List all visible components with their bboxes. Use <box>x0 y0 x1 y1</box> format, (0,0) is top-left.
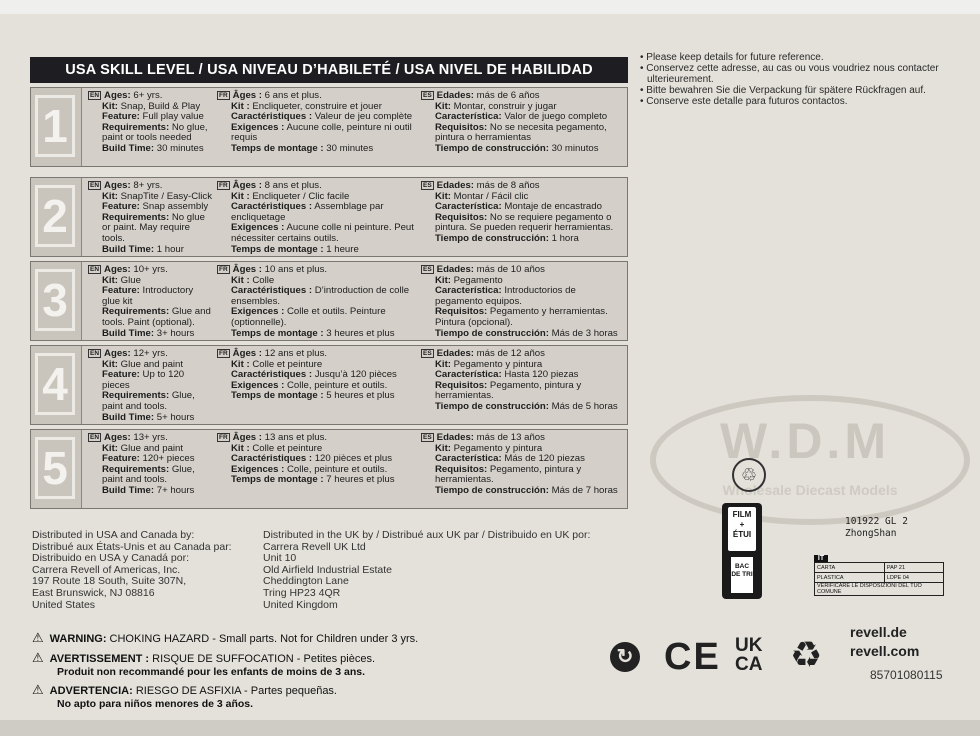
build-time-label: Tiempo de construcción: <box>435 484 549 496</box>
warning-triangle-icon: ⚠ <box>32 630 44 645</box>
kit-value: Colle et peinture <box>252 442 323 454</box>
batch-code-line: ZhongShan <box>845 528 897 539</box>
recycle-icon: ♻ <box>790 634 823 675</box>
ages-value: más de 13 años <box>476 432 545 443</box>
requirements-label: Requisitos: <box>435 306 488 318</box>
ages-value: más de 12 años <box>476 348 545 359</box>
ages-label: Edades: <box>436 180 474 191</box>
warning-sub: Produit non recommandé pour les enfants de moins de 3 ans. <box>57 666 366 678</box>
article-number: 85701080115 <box>870 668 943 682</box>
build-time-label: Temps de montage : <box>231 243 324 255</box>
requirements-value: No glue or paint. May require tools. <box>102 211 205 244</box>
level-es-column <box>421 181 626 245</box>
warning-en: ⚠ WARNING: CHOKING HAZARD - Small parts. Not for Children under 3 yrs. <box>32 630 419 645</box>
ages-value: 10+ yrs. <box>133 264 168 275</box>
kit-label: Kit : <box>231 358 250 370</box>
feature-value: Assemblage par encliquetage <box>231 201 384 223</box>
kit-label: Kit : <box>231 274 250 286</box>
level-number: 5 <box>35 437 75 499</box>
build-time-value: Más de 7 horas <box>551 484 618 496</box>
level-fr-column <box>217 265 417 339</box>
build-time-value: 30 minutes <box>326 142 374 154</box>
feature-label: Feature: <box>102 111 140 123</box>
film-label <box>728 507 756 551</box>
requirements-value: Glue and tools. Paint (optional). <box>102 306 211 328</box>
kit-value: Colle et peinture <box>252 358 323 370</box>
build-time-value: 3 heures et plus <box>326 327 395 339</box>
level-en-column <box>88 265 213 339</box>
ages-value: 10 ans et plus. <box>264 264 328 275</box>
feature-value: Valor de juego completo <box>504 111 608 123</box>
requirements-label: Requirements: <box>102 211 170 223</box>
ages-label: Ages: <box>104 180 131 191</box>
ages-value: más de 8 años <box>476 180 540 191</box>
feature-label: Caractéristiques : <box>231 453 313 465</box>
distributor-usa <box>32 530 232 611</box>
feature-value: Introductorios de pegamento equipos. <box>435 285 576 307</box>
build-time-value: 5 heures et plus <box>326 390 395 402</box>
feature-label: Característica: <box>435 111 502 123</box>
feature-label: Feature: <box>102 285 140 297</box>
warning-sub: No apto para niños menores de 3 años. <box>57 698 254 710</box>
watermark-text: W.D.M <box>720 413 890 469</box>
ages-value: más de 10 años <box>476 264 545 275</box>
build-time-label: Temps de montage : <box>231 390 324 402</box>
kit-value: Glue <box>120 274 141 286</box>
kit-value: Colle <box>252 274 275 286</box>
ages-value: 6+ yrs. <box>133 90 163 101</box>
level-es-column <box>421 433 626 497</box>
kit-label: Kit : <box>231 190 250 202</box>
feature-value: Jusqu’à 120 pièces <box>314 369 397 381</box>
kit-label: Kit: <box>435 100 451 112</box>
requirements-value: No glue, paint or tools needed <box>102 121 208 144</box>
build-time-label: Build Time: <box>102 411 155 423</box>
language-tag: EN <box>90 92 100 99</box>
kit-label: Kit: <box>435 274 451 286</box>
dist-line: United Kingdom <box>263 598 338 611</box>
build-time-label: Temps de montage : <box>231 474 324 486</box>
requirements-value: Glue, paint and tools. <box>102 463 195 486</box>
kit-label: Kit: <box>102 100 118 112</box>
feature-value: D’introduction de colle ensembles. <box>231 285 410 307</box>
kit-label: Kit: <box>102 442 118 454</box>
dist-line: Distributed in USA and Canada by: <box>32 529 195 541</box>
language-tag: FR <box>219 266 228 273</box>
language-tag: ES <box>423 434 432 441</box>
level-en-column <box>88 91 213 155</box>
build-time-value: Más de 5 horas <box>551 400 618 412</box>
level-es-column <box>421 91 626 155</box>
dist-line: Unit 10 <box>263 552 297 565</box>
requirements-value: Aucune colle, peinture ni outil requis <box>231 121 412 144</box>
ages-label: Âges : <box>232 90 262 101</box>
level-en-column <box>88 181 213 255</box>
requirements-label: Requisitos: <box>435 211 488 223</box>
kit-value: Pegamento y pintura <box>453 358 543 370</box>
dist-line: Tring HP23 4QR <box>263 586 341 599</box>
ages-label: Edades: <box>436 90 474 101</box>
it-flag: IT <box>814 555 828 562</box>
batch-code <box>845 516 908 540</box>
requirements-label: Exigences : <box>231 121 285 133</box>
url-revell-com: revell.com <box>850 643 920 659</box>
watermark-subtext: Wholesale Diecast Models <box>722 482 898 498</box>
ages-value: 8+ yrs. <box>133 180 163 191</box>
build-time-label: Tiempo de construcción: <box>435 142 549 154</box>
warning-triangle-icon: ⚠ <box>32 650 44 665</box>
language-tag: ES <box>423 266 432 273</box>
requirements-value: No se necesita pegamento, pintura o herramientas <box>435 121 607 144</box>
build-time-label: Build Time: <box>102 142 155 154</box>
it-cell: LDPE 04 <box>884 573 943 583</box>
feature-value: Full play value <box>142 111 204 123</box>
build-time-value: 30 minutos <box>551 142 599 154</box>
ages-label: Âges : <box>232 180 262 191</box>
level-number: 3 <box>35 269 75 331</box>
skill-level-row <box>30 87 628 167</box>
note-item: • Conservez cette adresse, au cas ou vous voudriez nous contacter ulterieurement. <box>640 63 939 85</box>
kit-label: Kit : <box>231 100 250 112</box>
ages-label: Âges : <box>232 264 262 275</box>
note-item: • Bitte bewahren Sie die Verpackung für spätere Rückfragen auf. <box>640 85 926 96</box>
feature-value: Introductory glue kit <box>102 285 194 307</box>
italy-packaging-table <box>814 555 944 596</box>
level-en-column <box>88 433 213 497</box>
level-es-column <box>421 265 626 339</box>
dist-line: East Brunswick, NJ 08816 <box>32 586 155 599</box>
feature-label: Caractéristiques : <box>231 369 313 381</box>
ages-value: 13+ yrs. <box>133 432 168 443</box>
requirements-value: Aucune colle ni peinture. Peut nécessiter certains outils. <box>231 222 414 244</box>
it-cell: PLASTICA <box>815 573 885 583</box>
language-tag: EN <box>90 266 100 273</box>
feature-value: Más de 120 piezas <box>504 453 585 465</box>
feature-label: Característica: <box>435 453 502 465</box>
language-tag: FR <box>219 182 228 189</box>
build-time-value: 3+ hours <box>156 327 195 339</box>
ages-label: Edades: <box>436 432 474 443</box>
build-time-value: 1 heure <box>326 243 359 255</box>
ages-label: Âges : <box>232 348 262 359</box>
notes-list <box>640 52 960 107</box>
skill-level-row <box>30 345 628 425</box>
requirements-label: Exigences : <box>231 306 285 318</box>
ages-label: Edades: <box>436 348 474 359</box>
requirements-label: Requirements: <box>102 306 170 318</box>
kit-label: Kit : <box>231 442 250 454</box>
kit-value: Encliqueter / Clic facile <box>252 190 350 202</box>
requirements-value: Colle, peinture et outils. <box>287 379 388 391</box>
feature-label: Feature: <box>102 453 140 465</box>
requirements-value: No se requiere pegamento o pintura. Se pueden requerir herramientas. <box>435 211 614 234</box>
dist-line: Distributed in the UK by / Distribué aux UK par / Distribuido en UK por: <box>263 529 591 541</box>
requirements-value: Pegamento y herramientas. Pintura (opcional). <box>435 306 608 328</box>
kit-value: Montar / Fácil clic <box>453 190 529 202</box>
ages-label: Âges : <box>232 432 262 443</box>
feature-value: Up to 120 pieces <box>102 369 185 391</box>
level-number: 1 <box>35 95 75 157</box>
triman-film-etui-logo <box>722 503 762 599</box>
requirements-label: Requirements: <box>102 463 170 475</box>
build-time-value: 7 heures et plus <box>326 474 395 486</box>
ages-label: Edades: <box>436 264 474 275</box>
it-cell: PAP 21 <box>884 563 943 573</box>
build-time-label: Temps de montage : <box>231 142 324 154</box>
requirements-label: Exigences : <box>231 222 285 234</box>
feature-label: Feature: <box>102 369 140 381</box>
level-fr-column <box>217 433 417 486</box>
film-text: FILM <box>732 510 752 519</box>
dist-line: Cheddington Lane <box>263 575 349 588</box>
build-time-value: 5+ hours <box>156 411 195 423</box>
requirements-value: Pegamento, pintura y herramientas. <box>435 463 582 486</box>
warning-es: ⚠ ADVERTENCIA: RIESGO DE ASFIXIA - Partes pequeñas. No apto para niños menores de 3 años. <box>32 682 337 710</box>
feature-label: Feature: <box>102 201 140 213</box>
green-dot-icon: ↻ <box>610 642 640 672</box>
note-item: • Please keep details for future reference. <box>640 52 824 63</box>
ages-label: Ages: <box>104 90 131 101</box>
requirements-label: Exigences : <box>231 463 285 475</box>
build-time-label: Temps de montage : <box>231 327 324 339</box>
language-tag: FR <box>219 434 228 441</box>
feature-label: Característica: <box>435 369 502 381</box>
film-plus: + <box>739 520 745 529</box>
kit-label: Kit: <box>435 442 451 454</box>
ages-value: 6 ans et plus. <box>264 90 322 101</box>
box-bottom-edge <box>0 720 980 736</box>
kit-label: Kit: <box>102 190 118 202</box>
kit-label: Kit: <box>435 190 451 202</box>
level-number: 2 <box>35 185 75 247</box>
ages-label: Ages: <box>104 264 131 275</box>
dist-line: Carrera Revell of Americas, Inc. <box>32 563 181 576</box>
level-number: 4 <box>35 353 75 415</box>
dist-line: Old Airfield Industrial Estate <box>263 563 392 576</box>
kit-value: Glue and paint <box>120 442 184 454</box>
build-time-value: 1 hora <box>551 232 579 244</box>
level-es-column <box>421 349 626 413</box>
kit-value: Snap, Build & Play <box>120 100 201 112</box>
skill-level-row <box>30 177 628 257</box>
kit-label: Kit: <box>102 358 118 370</box>
feature-label: Caractéristiques : <box>231 201 313 213</box>
dist-line: Carrera Revell UK Ltd <box>263 540 366 553</box>
language-tag: FR <box>219 350 228 357</box>
build-time-value: 7+ hours <box>156 484 195 496</box>
feature-label: Característica: <box>435 285 502 297</box>
kit-value: Encliqueter, construire et jouer <box>252 100 382 112</box>
level-number-box <box>31 262 82 340</box>
requirements-label: Requisitos: <box>435 379 488 391</box>
kit-value: Glue and paint <box>120 358 184 370</box>
feature-label: Caractéristiques : <box>231 285 313 297</box>
requirements-label: Requisitos: <box>435 463 488 475</box>
it-cell: VERIFICARE LE DISPOSIZIONI DEL TUO COMUNE <box>815 583 944 596</box>
ages-value: 13 ans et plus. <box>264 432 328 443</box>
requirements-value: Colle et outils. Peinture (optionnelle). <box>231 306 386 328</box>
kit-value: Pegamento <box>453 274 503 286</box>
feature-label: Característica: <box>435 201 502 213</box>
ages-value: 12+ yrs. <box>133 348 168 359</box>
skill-level-header: USA SKILL LEVEL / USA NIVEAU D’HABILETÉ / USA NIVEL DE HABILIDAD <box>30 57 628 83</box>
tidyman-recycle-icon: ♲ <box>732 458 766 492</box>
language-tag: ES <box>423 92 432 99</box>
feature-value: Snap assembly <box>142 201 209 213</box>
build-time-value: 30 minutes <box>156 142 204 154</box>
ages-label: Ages: <box>104 432 131 443</box>
feature-value: 120 pièces et plus <box>314 453 393 465</box>
level-number-box <box>31 178 82 256</box>
note-item: • Conserve este detalle para futuros contactos. <box>640 96 848 107</box>
sort-bin-icon: BAC DE TRI <box>731 557 753 593</box>
level-fr-column <box>217 91 417 155</box>
ages-value: 12 ans et plus. <box>264 348 328 359</box>
skill-level-row <box>30 429 628 509</box>
level-fr-column <box>217 349 417 402</box>
ages-value: más de 6 años <box>476 90 540 101</box>
kit-value: Pegamento y pintura <box>453 442 543 454</box>
language-tag: EN <box>90 350 100 357</box>
film-etui: ÉTUI <box>732 530 752 539</box>
skill-level-row <box>30 261 628 341</box>
dist-line: 197 Route 18 South, Suite 307N, <box>32 575 187 588</box>
dist-line: Distribué aux États-Unis et au Canada par: <box>32 540 232 553</box>
build-time-label: Build Time: <box>102 327 155 339</box>
language-tag: EN <box>90 182 100 189</box>
requirements-value: Colle, peinture et outils. <box>287 463 388 475</box>
requirements-label: Exigences : <box>231 379 285 391</box>
ages-label: Ages: <box>104 348 131 359</box>
build-time-label: Tiempo de construcción: <box>435 232 549 244</box>
build-time-label: Tiempo de construcción: <box>435 400 549 412</box>
feature-label: Caractéristiques : <box>231 111 313 123</box>
kit-value: SnapTite / Easy-Click <box>120 190 213 202</box>
build-time-label: Build Time: <box>102 243 155 255</box>
ce-mark: CE <box>664 636 721 678</box>
batch-code-line: 101922 GL 2 <box>845 516 908 527</box>
kit-label: Kit: <box>102 274 118 286</box>
language-tag: FR <box>219 92 228 99</box>
level-number-box <box>31 430 82 508</box>
build-time-label: Tiempo de construcción: <box>435 327 549 339</box>
url-revell-de: revell.de <box>850 624 907 640</box>
requirements-label: Requirements: <box>102 390 170 402</box>
dist-line: United States <box>32 598 96 611</box>
language-tag: ES <box>423 182 432 189</box>
box-top-edge <box>0 0 980 14</box>
level-en-column <box>88 349 213 423</box>
build-time-value: 1 hour <box>156 243 184 255</box>
warning-triangle-icon: ⚠ <box>32 682 44 697</box>
language-tag: ES <box>423 350 432 357</box>
kit-label: Kit: <box>435 358 451 370</box>
feature-value: Valeur de jeu complète <box>314 111 413 123</box>
level-fr-column <box>217 181 417 255</box>
warning-fr: ⚠ AVERTISSEMENT : RISQUE DE SUFFOCATION - Petites pièces. Produit non recommandé pour les enfants de moins de 3 ans. <box>32 650 376 678</box>
requirements-label: Requirements: <box>102 121 170 133</box>
level-number-box <box>31 88 82 166</box>
feature-value: Hasta 120 piezas <box>504 369 579 381</box>
build-time-label: Build Time: <box>102 484 155 496</box>
kit-value: Montar, construir y jugar <box>453 100 557 112</box>
it-cell: CARTA <box>815 563 885 573</box>
language-tag: EN <box>90 434 100 441</box>
distributor-uk <box>263 530 590 611</box>
level-number-box <box>31 346 82 424</box>
ukca-mark: UK CA <box>735 635 763 675</box>
feature-value: 120+ pieces <box>142 453 195 465</box>
feature-value: Montaje de encastrado <box>504 201 602 213</box>
dist-line: Distribuido en USA y Canadá por: <box>32 552 190 565</box>
requirements-value: Pegamento, pintura y herramientas. <box>435 379 582 402</box>
build-time-value: Más de 3 horas <box>551 327 618 339</box>
requirements-label: Requisitos: <box>435 121 488 133</box>
requirements-value: Glue, paint and tools. <box>102 390 195 412</box>
ages-value: 8 ans et plus. <box>264 180 322 191</box>
